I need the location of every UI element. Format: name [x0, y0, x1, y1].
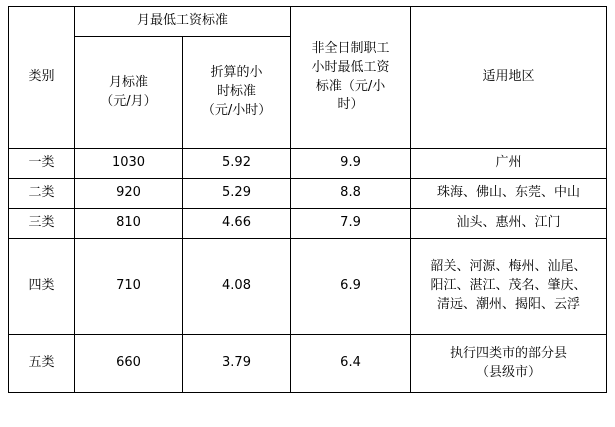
cell-part-time: 6.4 — [291, 335, 411, 393]
cell-hourly: 4.08 — [183, 239, 291, 335]
header-hourly-line-1: 折算的小 — [210, 65, 263, 81]
cell-area — [411, 209, 607, 239]
area-line: 韶关、河源、梅州、汕尾、 — [430, 259, 587, 275]
cell-monthly: 810 — [75, 209, 183, 239]
cell-part-time: 9.9 — [291, 149, 411, 179]
table-row — [9, 335, 607, 393]
table-row — [9, 179, 607, 209]
cell-category: 三类 — [9, 209, 75, 239]
area-line: 汕头、惠州、江门 — [456, 215, 561, 231]
table-row — [9, 149, 607, 179]
area-line: （县级市） — [476, 364, 542, 380]
cell-hourly: 3.79 — [183, 335, 291, 393]
header-hourly-standard — [183, 37, 291, 149]
cell-category: 四类 — [9, 239, 75, 335]
area-line: 阳江、湛江、茂名、肇庆、 — [430, 278, 587, 294]
header-area: 适用地区 — [411, 7, 607, 149]
header-hourly-line-2: 时标准 — [217, 84, 257, 100]
cell-part-time: 8.8 — [291, 179, 411, 209]
table-row — [9, 239, 607, 335]
area-line: 清远、潮州、揭阳、云浮 — [437, 296, 581, 312]
cell-monthly: 660 — [75, 335, 183, 393]
cell-area — [411, 179, 607, 209]
header-monthly-line-2: （元/月） — [100, 93, 157, 109]
header-part-time-line-2: 小时最低工资 — [311, 59, 390, 75]
cell-category: 五类 — [9, 335, 75, 393]
cell-area — [411, 239, 607, 335]
area-line: 珠海、佛山、东莞、中山 — [437, 185, 581, 201]
cell-monthly: 1030 — [75, 149, 183, 179]
area-line: 执行四类市的部分县 — [450, 345, 568, 361]
header-part-time-line-1: 非全日制职工 — [311, 40, 390, 56]
area-line: 广州 — [495, 155, 522, 171]
cell-monthly: 920 — [75, 179, 183, 209]
cell-part-time: 6.9 — [291, 239, 411, 335]
cell-category: 一类 — [9, 149, 75, 179]
cell-hourly: 5.29 — [183, 179, 291, 209]
cell-area — [411, 149, 607, 179]
wage-standard-table — [8, 6, 607, 393]
header-category: 类别 — [9, 7, 75, 149]
header-part-time-line-4: 时） — [337, 97, 364, 113]
header-part-time — [291, 7, 411, 149]
cell-part-time: 7.9 — [291, 209, 411, 239]
header-part-time-line-3: 标准（元/小 — [315, 78, 386, 94]
header-hourly-line-3: （元/小时） — [201, 102, 272, 118]
header-min-wage-group: 月最低工资标准 — [75, 7, 291, 37]
cell-monthly: 710 — [75, 239, 183, 335]
table-header-row-1 — [9, 7, 607, 37]
cell-category: 二类 — [9, 179, 75, 209]
cell-area — [411, 335, 607, 393]
table-row — [9, 209, 607, 239]
header-monthly-standard — [75, 37, 183, 149]
header-monthly-line-1: 月标准 — [108, 74, 148, 90]
cell-hourly: 5.92 — [183, 149, 291, 179]
cell-hourly: 4.66 — [183, 209, 291, 239]
